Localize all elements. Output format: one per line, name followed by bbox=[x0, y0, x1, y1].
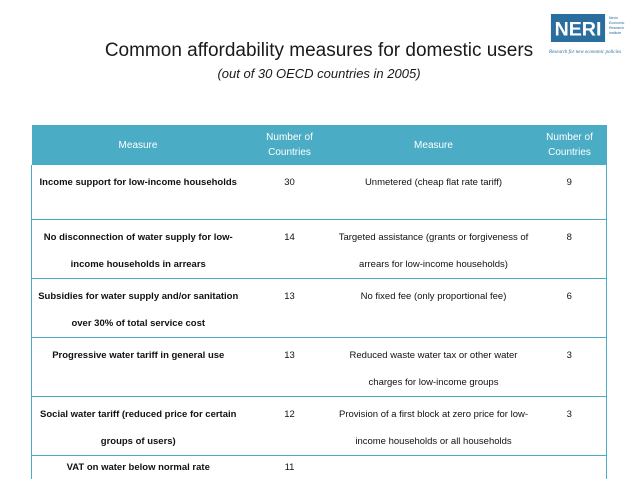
count-right-cell: 8 bbox=[533, 220, 607, 279]
measure-left-cell: VAT on water below normal rate bbox=[32, 456, 245, 479]
table-row bbox=[32, 397, 607, 456]
table-row bbox=[32, 338, 607, 397]
logo-line: Research bbox=[609, 26, 624, 30]
table-row bbox=[32, 279, 607, 338]
measure-left-cell: Income support for low-income households bbox=[32, 165, 245, 220]
logo-line: Nevin bbox=[609, 16, 618, 20]
neri-logo-small-text bbox=[609, 16, 624, 36]
measure-left-cell: Social water tariff (reduced price for certain groups of users) bbox=[32, 397, 245, 456]
measure-left-cell: Subsidies for water supply and/or sanitation over 30% of total service cost bbox=[32, 279, 245, 338]
measure-right-cell bbox=[335, 456, 533, 479]
measure-right-cell: Unmetered (cheap flat rate tariff) bbox=[335, 165, 533, 220]
count-left-cell: 13 bbox=[245, 279, 335, 338]
table-row bbox=[32, 220, 607, 279]
svg-text:NERI: NERI bbox=[554, 18, 602, 41]
table-header-row bbox=[32, 125, 607, 165]
measure-right-cell: Targeted assistance (grants or forgiveness of arrears for low-income households) bbox=[335, 220, 533, 279]
measure-left-cell: Progressive water tariff in general use bbox=[32, 338, 245, 397]
count-right-cell: 3 bbox=[533, 338, 607, 397]
count-left-cell: 12 bbox=[245, 397, 335, 456]
count-left-cell: 14 bbox=[245, 220, 335, 279]
table-row bbox=[32, 165, 607, 220]
measure-right-cell: Provision of a first block at zero price for low-income households or all households bbox=[335, 397, 533, 456]
count-right-cell: 6 bbox=[533, 279, 607, 338]
count-right-cell bbox=[533, 456, 607, 479]
neri-logo-mark bbox=[549, 14, 607, 42]
measure-right-cell: No fixed fee (only proportional fee) bbox=[335, 279, 533, 338]
measure-right-cell: Reduced waste water tax or other water charges for low-income groups bbox=[335, 338, 533, 397]
logo-line: Institute bbox=[609, 31, 622, 35]
count-left-cell: 30 bbox=[245, 165, 335, 220]
count-left-cell: 13 bbox=[245, 338, 335, 397]
count-right-cell: 3 bbox=[533, 397, 607, 456]
count-left-cell: 11 bbox=[245, 456, 335, 479]
table-row bbox=[32, 456, 607, 479]
measures-table bbox=[31, 125, 607, 479]
measure-left-cell: No disconnection of water supply for low-income households in arrears bbox=[32, 220, 245, 279]
header-count-right: Number of Countries bbox=[533, 125, 607, 165]
measures-table-wrap bbox=[31, 125, 606, 479]
header-measure-left: Measure bbox=[32, 125, 245, 165]
count-right-cell: 9 bbox=[533, 165, 607, 220]
neri-logo-tagline: Research for new economic policies bbox=[549, 50, 622, 55]
header-count-left: Number of Countries bbox=[245, 125, 335, 165]
slide-subtitle: (out of 30 OECD countries in 2005) bbox=[217, 66, 421, 81]
header-measure-right: Measure bbox=[335, 125, 533, 165]
logo-line: Economic bbox=[609, 21, 625, 25]
slide-title: Common affordability measures for domestic users bbox=[104, 40, 534, 61]
